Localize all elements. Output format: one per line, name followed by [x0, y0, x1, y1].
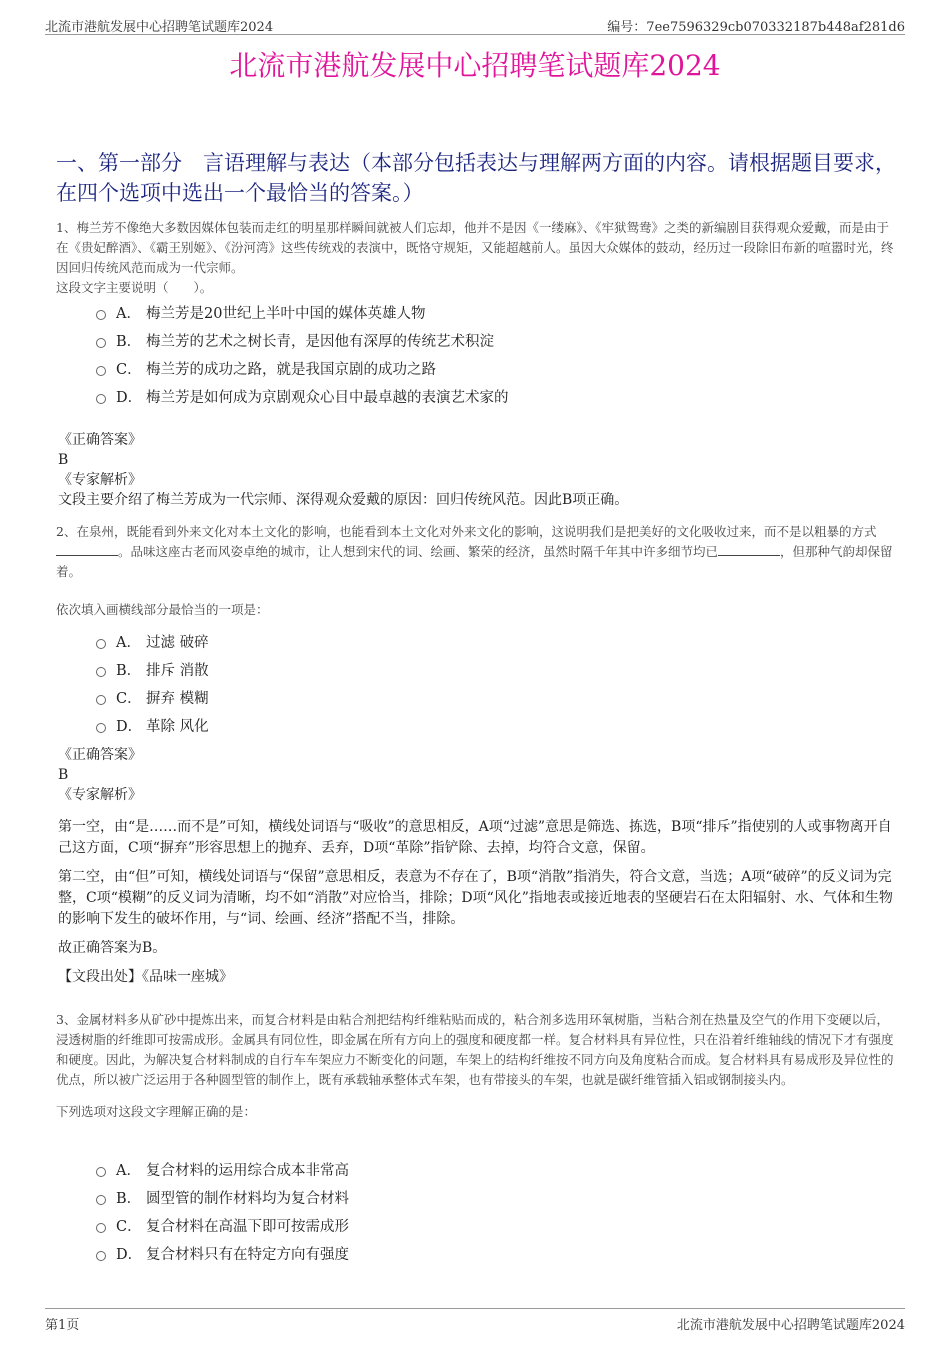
question-1-text: 1、梅兰芳不像绝大多数因媒体包装而走红的明星那样瞬间就被人们忘却，他并不是因《一缕麻》、《牢狱鸳鸯》之类的新编剧目获得观众爱戴，而是由于在《贵妃醉酒》、《霸王别姬》、《汾河湾》这些传统戏的表演中，既恪守规矩，又能超越前人。虽因大众媒体的鼓动，经历过一段除旧布新的喧嚣时光，终因回归传统风范而成为一代宗师。 — [56, 220, 894, 275]
answer-label: 《正确答案》 — [58, 432, 142, 448]
answer-value: B — [58, 452, 69, 468]
question-3-prompt: 下列选项对这段文字理解正确的是： — [56, 1104, 257, 1119]
radio-icon[interactable] — [96, 639, 106, 649]
q3-option-a[interactable]: A． 复合材料的运用综合成本非常高 — [96, 1155, 856, 1183]
radio-icon[interactable] — [96, 338, 106, 348]
q1-option-d[interactable]: D． 梅兰芳是如何成为京剧观众心目中最卓越的表演艺术家的 — [96, 382, 856, 410]
q3-option-b[interactable]: B． 圆型管的制作材料均为复合材料 — [96, 1183, 856, 1211]
answer-label: 《正确答案》 — [58, 747, 142, 763]
question-1-answer-block — [58, 430, 898, 510]
radio-icon[interactable] — [96, 723, 106, 733]
radio-icon[interactable] — [96, 394, 106, 404]
analysis-paragraph-3: 故正确答案为B。 — [58, 940, 167, 956]
question-1-options — [96, 298, 856, 410]
question-3-text: 3、金属材料多从矿砂中提炼出来，而复合材料是由粘合剂把结构纤维粘贴而成的，粘合剂多选用环氧树脂，当粘合剂在热量及空气的作用下变硬以后，浸透树脂的纤维即可按需成形。金属具有同位性，即金属在所有方向上的强度和硬度都一样。复合材料具有异位性，只在沿着纤维轴线的情况下才有强度和硬度。因此，为解决复合材料制成的自行车车架应力不断变化的问题，车架上的结构纤维按不同方向及角度粘合而成。复合材料具有易成形及异位性的优点，所以被广泛运用于各种圆型管的制作上，既有承载轴承整体式车架，也有带接头的车架，也就是碳纤维管插入铝或钢制接头内。 — [56, 1012, 894, 1087]
source-citation: 【文段出处】《品味一座城》 — [58, 969, 233, 985]
radio-icon[interactable] — [96, 1251, 106, 1261]
radio-icon[interactable] — [96, 310, 106, 320]
analysis-paragraph-2: 第二空，由“但”可知，横线处词语与“保留”意思相反，表意为不存在了，B项“消散”指消失，符合文意，当选；A项“破碎”的反义词为完整，C项“模糊”的反义词为清晰，均不如“消散”对应恰当，排除；D项“风化”指地表或接近地表的坚硬岩石在太阳辐射、水、气体和生物的影响下发生的破坏作用，与“词、绘画、经济”搭配不当，排除。 — [58, 869, 893, 927]
radio-icon[interactable] — [96, 1195, 106, 1205]
radio-icon[interactable] — [96, 667, 106, 677]
page-title: 北流市港航发展中心招聘笔试题库2024 — [229, 49, 721, 82]
analysis-label: 《专家解析》 — [58, 787, 142, 803]
section-heading: 一、第一部分 言语理解与表达（本部分包括表达与理解两方面的内容。请根据题目要求，在四个选项中选出一个最恰当的答案。） — [56, 151, 896, 205]
fill-blank — [56, 543, 118, 556]
question-3 — [56, 1010, 898, 1122]
analysis-label: 《专家解析》 — [58, 472, 142, 488]
q2-option-c[interactable]: C． 摒弃 模糊 — [96, 683, 856, 711]
radio-icon[interactable] — [96, 1223, 106, 1233]
question-2 — [56, 522, 898, 620]
answer-value: B — [58, 767, 69, 783]
question-2-answer-block — [58, 745, 898, 988]
question-1-prompt: 这段文字主要说明（ ）。 — [56, 280, 213, 295]
page-number: 第1页 — [45, 1318, 80, 1333]
radio-icon[interactable] — [96, 366, 106, 376]
q2-option-d[interactable]: D． 革除 风化 — [96, 711, 856, 739]
footer-doc-title: 北流市港航发展中心招聘笔试题库2024 — [676, 1318, 905, 1333]
analysis-paragraph-1: 第一空，由“是……而不是”可知，横线处词语与“吸收”的意思相反，A项“过滤”意思是筛选、拣选，B项“排斥”指使别的人或事物离开自己这方面，C项“摒弃”形容思想上的抛弃、丢弃，D项“革除”指铲除、去掉，均符合文意，保留。 — [58, 819, 892, 856]
q3-option-c[interactable]: C． 复合材料在高温下即可按需成形 — [96, 1211, 856, 1239]
radio-icon[interactable] — [96, 1167, 106, 1177]
question-2-options — [96, 627, 856, 739]
header-doc-id: 编号：7ee7596329cb070332187b448af281d6 — [607, 20, 905, 35]
question-3-options — [96, 1155, 856, 1267]
header-doc-title: 北流市港航发展中心招聘笔试题库2024 — [45, 20, 274, 35]
question-2-text: 2、在泉州，既能看到外来文化对本土文化的影响，也能看到本土文化对外来文化的影响，这说明我们是把美好的文化吸收过来，而不是以粗暴的方式。品味这座古老而风姿卓绝的城市，让人想到宋代的词、绘画、繁荣的经济，虽然时隔千年其中许多细节均已 ，但那种气韵却保留着。 — [56, 524, 893, 579]
q1-option-c[interactable]: C． 梅兰芳的成功之路，就是我国京剧的成功之路 — [96, 354, 856, 382]
q1-option-b[interactable]: B． 梅兰芳的艺术之树长青，是因他有深厚的传统艺术积淀 — [96, 326, 856, 354]
q2-option-a[interactable]: A． 过滤 破碎 — [96, 627, 856, 655]
page-footer — [45, 1308, 905, 1333]
page-header — [45, 14, 905, 35]
q3-option-d[interactable]: D． 复合材料只有在特定方向有强度 — [96, 1239, 856, 1267]
fill-blank — [718, 543, 780, 556]
q1-option-a[interactable]: A． 梅兰芳是20世纪上半叶中国的媒体英雄人物 — [96, 298, 856, 326]
q2-option-b[interactable]: B． 排斥 消散 — [96, 655, 856, 683]
analysis-text: 文段主要介绍了梅兰芳成为一代宗师、深得观众爱戴的原因：回归传统风范。因此B项正确。 — [58, 492, 629, 508]
question-1 — [56, 218, 898, 298]
radio-icon[interactable] — [96, 695, 106, 705]
question-2-prompt: 依次填入画横线部分最恰当的一项是： — [56, 602, 269, 617]
